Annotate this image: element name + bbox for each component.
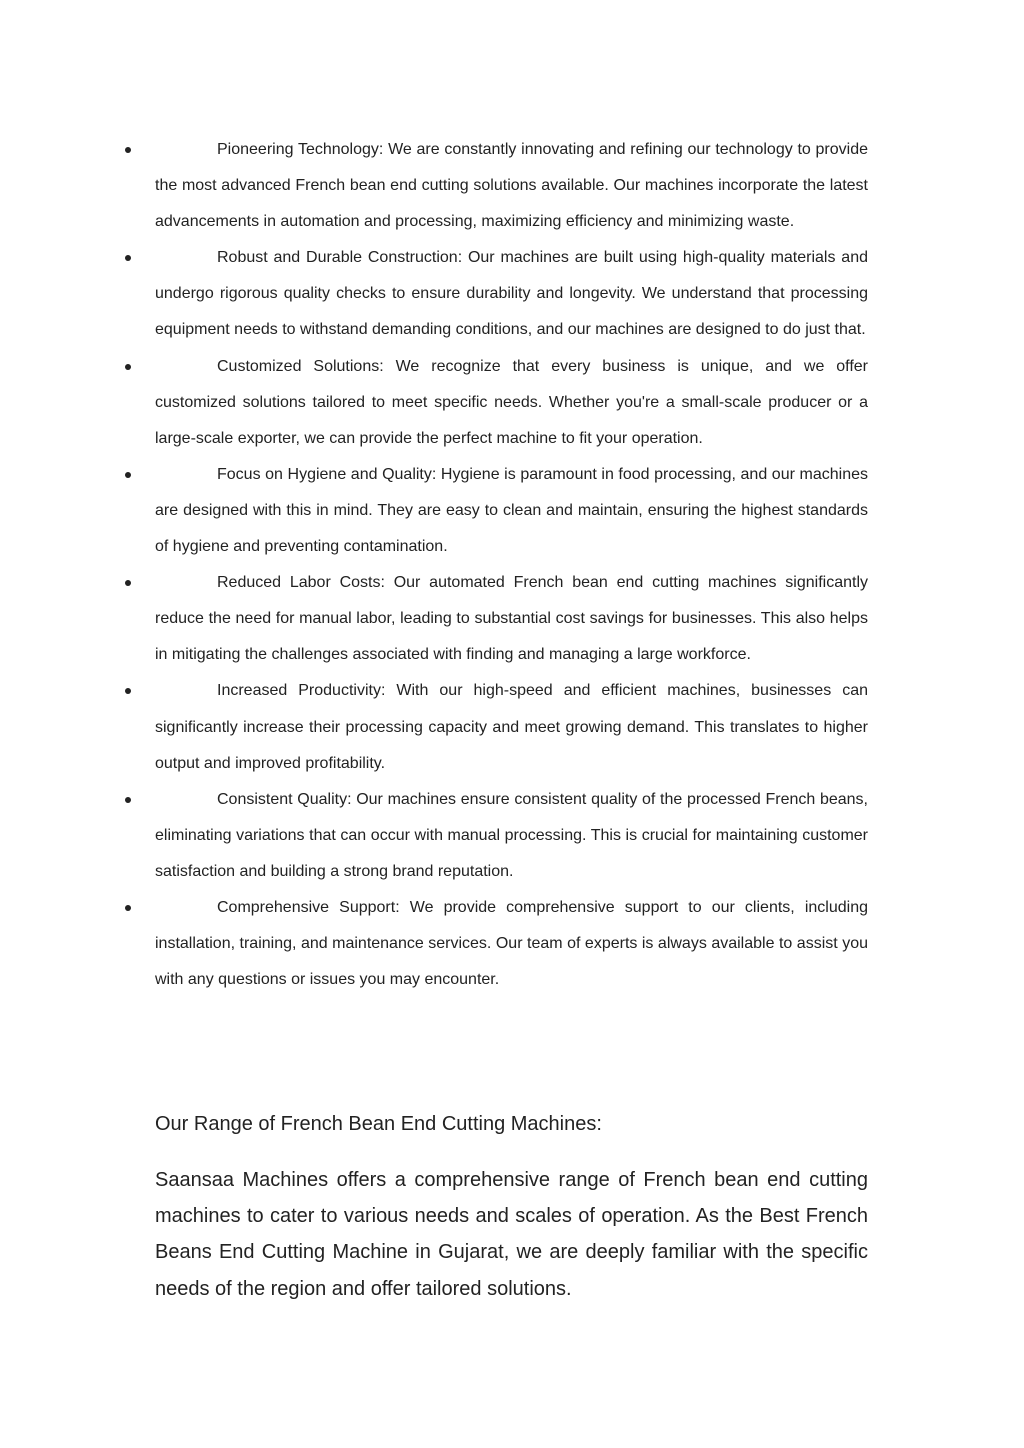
list-item-text: Increased Productivity: With our high-speed and efficient machines, businesses can significantly increase their processing capacity and meet growing demand. This translates to higher output and improved profitability. xyxy=(155,682,868,772)
bullet-icon xyxy=(125,472,131,478)
bullet-icon xyxy=(125,364,131,370)
list-item xyxy=(155,673,868,781)
list-item-text: Customized Solutions: We recognize that every business is unique, and we offer customized solutions tailored to meet specific needs. Whether you're a small-scale producer or a large-scale exporter, we can provide the perfect machine to fit your operation. xyxy=(155,357,868,447)
section-heading: Our Range of French Bean End Cutting Machines: xyxy=(155,1113,602,1135)
list-item-text: Pioneering Technology: We are constantly innovating and refining our technology to provide the most advanced French bean end cutting solutions available. Our machines incorporate the latest advancements in automation and processing, maximizing efficiency and minimizing waste. xyxy=(155,141,868,231)
list-item xyxy=(155,565,868,673)
bullet-icon xyxy=(125,580,131,586)
list-item xyxy=(155,132,868,240)
list-item xyxy=(155,457,868,565)
bullet-icon xyxy=(125,147,131,153)
list-item-text: Focus on Hygiene and Quality: Hygiene is paramount in food processing, and our machines are designed with this in mind. They are easy to clean and maintain, ensuring the highest standards of hygiene and preventing contamination. xyxy=(155,465,868,556)
section-paragraph: Saansaa Machines offers a comprehensive range of French bean end cutting machines to cater to various needs and scales of operation. As the Best French Beans End Cutting Machine in Gujarat, we are deeply familiar with the specific needs of the region and offer tailored solutions. xyxy=(155,1169,868,1300)
list-item xyxy=(155,349,868,457)
list-item-text: Comprehensive Support: We provide comprehensive support to our clients, including installation, training, and maintenance services. Our team of experts is always available to assist you with any questions or issues you may encounter. xyxy=(155,898,868,989)
list-item-text: Robust and Durable Construction: Our machines are built using high-quality materials and undergo rigorous quality checks to ensure durability and longevity. We understand that processing equipment needs to withstand demanding conditions, and our machines are designed to do just that. xyxy=(155,249,868,339)
list-item xyxy=(155,890,868,998)
bullet-icon xyxy=(125,688,131,694)
list-item xyxy=(155,240,868,348)
list-item-text: Consistent Quality: Our machines ensure consistent quality of the processed French beans, eliminating variations that can occur with manual processing. This is crucial for maintaining customer satisfaction and building a strong brand reputation. xyxy=(155,790,868,880)
bullet-icon xyxy=(125,797,131,803)
feature-list xyxy=(155,132,868,998)
list-item-text: Reduced Labor Costs: Our automated French bean end cutting machines significantly reduce the need for manual labor, leading to substantial cost savings for businesses. This also helps in mitigating the challenges associated with finding and managing a large workforce. xyxy=(155,574,868,664)
bullet-icon xyxy=(125,255,131,261)
bullet-icon xyxy=(125,905,131,911)
list-item xyxy=(155,782,868,890)
